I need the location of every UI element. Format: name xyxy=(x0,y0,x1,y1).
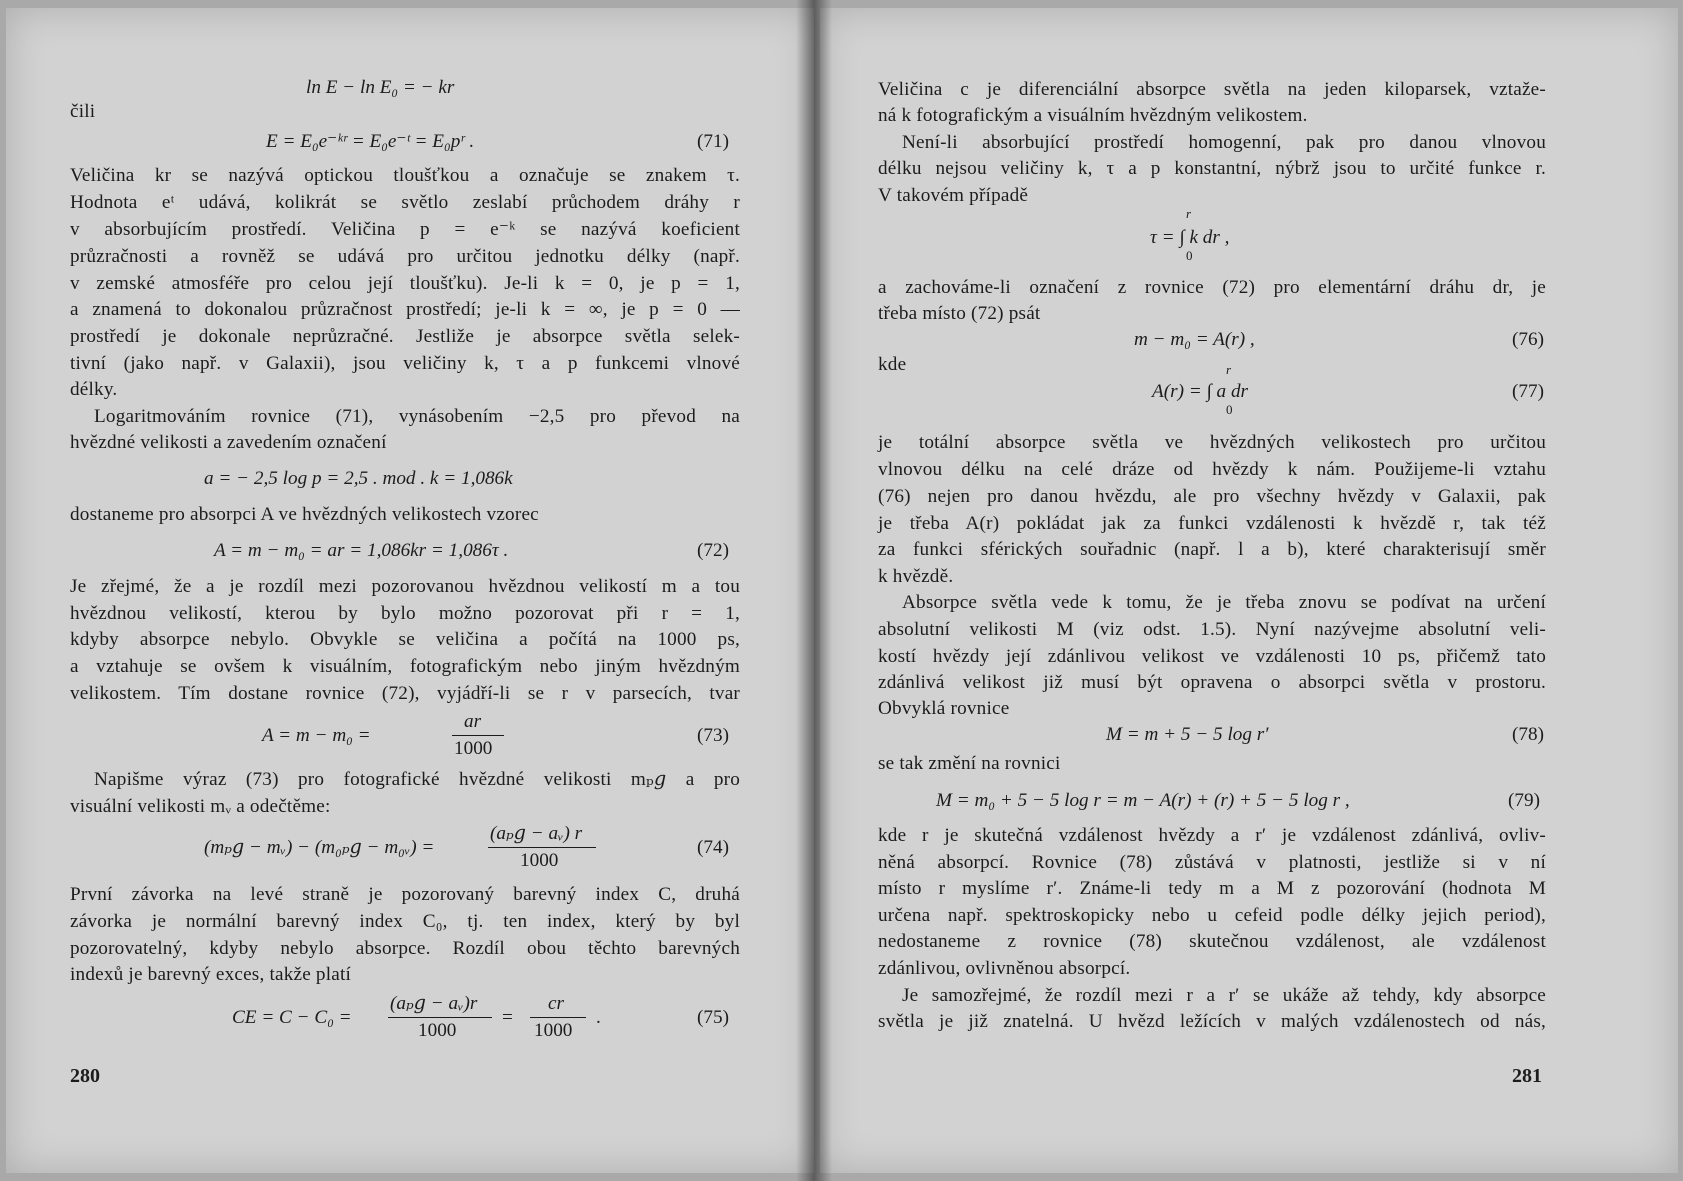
equation-number-78: (78) xyxy=(1512,724,1544,745)
text-line: Absorpce světla vede k tomu, že je třeba znovu se podívat na určení xyxy=(902,592,1546,613)
fraction-bar xyxy=(452,735,504,736)
text-line: visuální velikosti mᵥ a odečtěme: xyxy=(70,796,331,817)
text-line: prostředí je dokonale neprůzračné. Jestliže je absorpce světla selek- xyxy=(70,326,740,347)
equation-number-72: (72) xyxy=(697,540,729,561)
text-line: zdánlivou, ovlivněnou absorpcí. xyxy=(878,958,1131,979)
text-line: Je samozřejmé, že rozdíl mezi r a r′ se ukáže až tehdy, kdy absorpce xyxy=(902,985,1546,1006)
equation-72: A = m − m₀ = ar = 1,086kr = 1,086τ . xyxy=(214,540,509,561)
equation-75-numerator-1: (aₚ𝑔 − aᵥ)r xyxy=(390,993,478,1014)
equation-a: a = − 2,5 log p = 2,5 . mod . k = 1,086k xyxy=(204,468,513,489)
text-line: v zemské atmosféře pro celou její tloušťku). Je-li k = 0, je p = 1, xyxy=(70,273,740,294)
page-number-right: 281 xyxy=(1512,1065,1542,1087)
text-line: hvězdnou velikostí, kterou by bylo možno pozorovat při r = 1, xyxy=(70,603,740,624)
text-line: třeba místo (72) psát xyxy=(878,303,1041,324)
text-line: v absorbujícím prostředí. Veličina p = e⁻ᵏ se nazývá koeficient xyxy=(70,219,740,240)
equation-75-denominator-1: 1000 xyxy=(418,1020,457,1041)
text-line: závorka je normální barevný index C₀, tj. ten index, který by byl xyxy=(70,911,740,932)
text-line: k hvězdě. xyxy=(878,566,954,587)
text-line: ná k fotografickým a visuálním hvězdným velikostem. xyxy=(878,105,1308,126)
equation-number-71: (71) xyxy=(697,131,729,152)
text-line: absolutní velikosti M (viz odst. 1.5). Nyní nazývejme absolutní veli- xyxy=(878,619,1546,640)
equation-73-denominator: 1000 xyxy=(454,738,493,759)
text-line: (76) nejen pro danou hvězdu, ale pro všechny hvězdy v Galaxii, pak xyxy=(878,486,1546,507)
text-line: velikostem. Tím dostane rovnice (72), vyjádří-li se r v parsecích, tvar xyxy=(70,683,740,704)
text-line: Logaritmováním rovnice (71), vynásobením −2,5 pro převod na xyxy=(94,406,740,427)
equation-number-73: (73) xyxy=(697,725,729,746)
text-line: je třeba A(r) pokládat jak za funkci vzdálenosti k hvězdě r, tak též xyxy=(878,513,1546,534)
equation-75-numerator-2: cr xyxy=(548,993,564,1014)
equation-79: M = m₀ + 5 − 5 log r = m − A(r) + (r) + 5 − 5 log r , xyxy=(936,790,1350,811)
integral-upper-limit: r xyxy=(1186,206,1192,221)
text-line: První závorka na levé straně je pozorovaný barevný index C, druhá xyxy=(70,884,740,905)
text-line: vlnovou délku na celé dráze od hvězdy k nám. Použijeme-li vztahu xyxy=(878,459,1546,480)
text-line: tivní (jako např. v Galaxii), jsou veličiny k, τ a p funkcemi vlnové xyxy=(70,353,740,374)
text-line: V takovém případě xyxy=(878,185,1029,206)
equation-77: A(r) = ∫ a dr xyxy=(1152,381,1249,402)
text-line: za funkci sférických souřadnic (např. l a b), které charakterisují směr xyxy=(878,539,1546,560)
equation-tau: τ = ∫ k dr , xyxy=(1150,227,1230,248)
text-line: Napišme výraz (73) pro fotografické hvězdné velikosti mₚ𝑔 a pro xyxy=(94,769,740,790)
equation-75-lhs: CE = C − C₀ = xyxy=(232,1007,352,1028)
text-line: Veličina kr se nazývá optickou tloušťkou a označuje se znakem τ. xyxy=(70,165,740,186)
equation-78: M = m + 5 − 5 log r′ xyxy=(1106,724,1269,745)
text-line: kdyby absorpce nebylo. Obvykle se veličina a počítá na 1000 ps, xyxy=(70,629,740,650)
text-line: je totální absorpce světla ve hvězdných velikostech pro určitou xyxy=(878,432,1546,453)
text-line: místo r myslíme r′. Známe-li tedy m a M z pozorování (hodnota M xyxy=(878,878,1546,899)
equation-75-denominator-2: 1000 xyxy=(534,1020,573,1041)
text-line: a znamená to dokonalou průzračnost prostředí; je-li k = ∞, je p = 0 — xyxy=(70,299,740,320)
equation-73-numerator: ar xyxy=(464,711,482,732)
text-line: pozorovatelný, kdyby nebylo absorpce. Rozdíl obou těchto barevných xyxy=(70,938,740,959)
text-line: určena např. spektroskopicky nebo u cefeid podle délky jejich period), xyxy=(878,905,1546,926)
text-line: nedostaneme z rovnice (78) skutečnou vzdálenost, ale vzdálenost xyxy=(878,931,1546,952)
equation-number-76: (76) xyxy=(1512,329,1544,350)
text-line: a zachováme-li označení z rovnice (72) pro elementární dráhu dr, je xyxy=(878,277,1546,298)
text-line: něná absorpcí. Rovnice (78) zůstává v platnosti, jestliže si v ní xyxy=(878,852,1546,873)
text-line: kostí hvězdy její zdánlivou velikost ve vzdálenosti 10 ps, přičemž tato xyxy=(878,646,1546,667)
text-line: průzračnosti a rovněž se udává pro určitou jednotku délky (např. xyxy=(70,246,740,267)
text-line: Hodnota eᵗ udává, kolikrát se světlo zeslabí průchodem dráhy r xyxy=(70,192,740,213)
equation-74-lhs: (mₚ𝑔 − mᵥ) − (m₀ₚ𝑔 − m₀ᵥ) = xyxy=(204,837,435,858)
equation-74-numerator: (aₚ𝑔 − aᵥ) r xyxy=(490,823,583,844)
fraction-bar xyxy=(488,847,596,848)
text-line: indexů je barevný exces, takže platí xyxy=(70,964,352,985)
label-cili: čili xyxy=(70,101,96,122)
equation-ln: ln E − ln E₀ = − kr xyxy=(306,77,455,98)
equation-73-lhs: A = m − m₀ = xyxy=(262,725,371,746)
fraction-bar xyxy=(530,1017,586,1018)
integral-lower-limit: 0 xyxy=(1186,248,1193,263)
equation-76: m − m₀ = A(r) , xyxy=(1134,329,1255,350)
equation-number-74: (74) xyxy=(697,837,729,858)
text-line: Je zřejmé, že a je rozdíl mezi pozorovanou hvězdnou velikostí m a tou xyxy=(70,576,740,597)
text-line: hvězdné velikosti a zavedením označení xyxy=(70,432,387,453)
book-gutter xyxy=(796,0,832,1181)
equation-71: E = E₀e⁻ᵏʳ = E₀e⁻ᵗ = E₀pʳ . xyxy=(266,131,475,152)
integral-lower-limit: 0 xyxy=(1226,402,1233,417)
text-line: délku nejsou veličiny k, τ a p konstantní, nýbrž jsou to určité funkce r. xyxy=(878,158,1546,179)
equation-number-77: (77) xyxy=(1512,381,1544,402)
equation-number-75: (75) xyxy=(697,1007,729,1028)
text-line: zdánlivá velikost již musí být opravena o absorpci světla v prostoru. xyxy=(878,672,1546,693)
text-line: délky. xyxy=(70,379,118,400)
text-line: kde r je skutečná vzdálenost hvězdy a r′ je vzdálenost zdánlivá, ovliv- xyxy=(878,825,1546,846)
label-kde: kde xyxy=(878,354,907,375)
text-line: a vztahuje se ovšem k visuálním, fotografickým nebo jiným hvězdným xyxy=(70,656,740,677)
text-line: Obvyklá rovnice xyxy=(878,698,1010,719)
text-line: Veličina c je diferenciální absorpce světla na jeden kiloparsek, vztaže- xyxy=(878,79,1546,100)
text-line: světla je již znatelná. U hvězd ležících v malých vzdálenostech od nás, xyxy=(878,1011,1546,1032)
integral-upper-limit: r xyxy=(1226,362,1232,377)
text-line: dostaneme pro absorpci A ve hvězdných velikostech vzorec xyxy=(70,504,539,525)
equation-number-79: (79) xyxy=(1508,790,1540,811)
page-number-left: 280 xyxy=(70,1065,100,1087)
text-line: se tak změní na rovnici xyxy=(878,753,1061,774)
fraction-bar xyxy=(388,1017,492,1018)
equation-74-denominator: 1000 xyxy=(520,850,559,871)
text-line: Není-li absorbující prostředí homogenní, pak pro danou vlnovou xyxy=(902,132,1546,153)
